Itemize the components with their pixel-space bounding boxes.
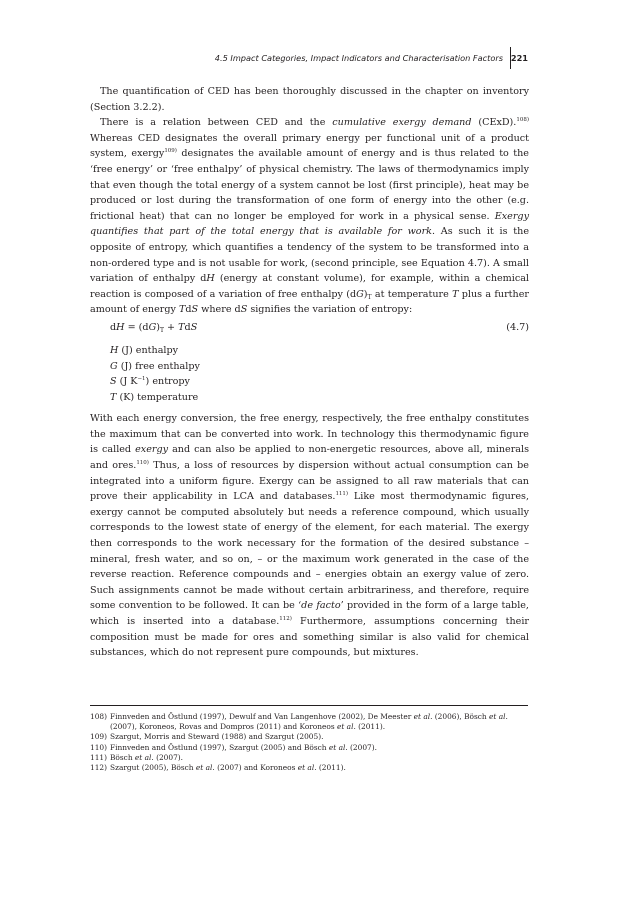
- emphasis-exergy: exergy: [135, 444, 169, 456]
- definition-item: G (J) free enthalpy: [110, 360, 200, 372]
- definition-item: H (J) enthalpy: [110, 344, 179, 356]
- footnote-112: 112) Szargut (2005), Bösch et al. (2007) and Koroneos et al. (2011).: [90, 763, 346, 773]
- footnote-ref-110: 110): [136, 460, 149, 467]
- footnote-number: 108): [90, 712, 107, 721]
- running-header: [90, 47, 528, 71]
- footnote-109: 109) Szargut, Morris and Steward (1988) and Szargut (2005).: [90, 732, 324, 742]
- running-header-title: 4.5 Impact Categories, Impact Indicators and Characterisation Factors: [214, 53, 503, 63]
- equation-number: (4.7): [506, 321, 529, 333]
- equation-4-7: [110, 320, 529, 340]
- page-number: 221: [510, 53, 528, 63]
- variable-definitions: [110, 343, 529, 405]
- footnote-ref-109: 109): [164, 148, 177, 155]
- footnote-number: 109): [90, 732, 107, 742]
- footnote-number: 111): [90, 752, 107, 762]
- emphasis-de-facto: de facto: [301, 600, 341, 612]
- footnote-number: 112): [90, 763, 107, 773]
- emphasis-cumulative-exergy-demand: cumulative exergy demand: [332, 117, 472, 129]
- footnote-108: 108) Finnveden and Östlund (1997), Dewulf and Van Langenhove (2002), De Meester et al. (2006), Bösch et al. (2007), Koroneos, Rovas and Dompros (2011) and Koroneos et al. (2011).: [90, 712, 508, 732]
- emphasis-exergy-definition: Exergy quantifies that part of the total energy that is available for work.: [90, 210, 529, 238]
- equation-expression: dH = $(dG)_T$ + TdS: [110, 321, 198, 334]
- paragraph-1: The quantification of CED has been thoroughly discussed in the chapter on inventory (Section 3.2.2).: [90, 86, 529, 113]
- definition-item: S (J $K^{-1}$) entropy: [110, 376, 190, 388]
- paragraph-2: There is a relation between CED and the cumulative exergy demand (CExD).$^{108)}$ Whereas CED designates the overall primary energy per functional unit of a product system, exergy$^{109)}$ designates the available amount of energy and is thus related to the ‘free energy’ or ‘free enthalpy’ of physical chemistry. The laws of thermodynamics imply that even though the total energy of a system cannot be lost (first principle), heat may be produced or lost during the transformation of one form of energy into the other (e.g. frictional heat) that can no longer be employed for work in a physical sense. Exergy quantifies that part of the total energy that is available for work. As such it is the opposite of entropy, which quantifies a tendency of the system to be transformed into a non-ordered type and is not usable for work, (second principle, see Equation 4.7). A small variation of enthalpy dH (energy at constant volume), for example, within a chemical reaction is composed of a variation of free enthalpy $(dG)_T$ at temperature T plus a further amount of energy TdS where dS signifies the variation of entropy:: [90, 117, 529, 316]
- footnote-number: 110): [90, 742, 107, 752]
- footnotes: [90, 712, 528, 773]
- paragraph-3: With each energy conversion, the free energy, respectively, the free enthalpy constitutes the maximum that can be converted into work. In technology this thermodynamic figure is called exergy and can also be applied to non-energetic resources, above all, minerals and ores.$^{110)}$ Thus, a loss of resources by dispersion without actual consumption can be integrated into a uniform figure. Exergy can be assigned to all raw materials that can prove their applicability in LCA and databases.$^{111)}$ Like most thermodynamic figures, exergy cannot be computed absolutely but needs a reference compound, which usually corresponds to the lowest state of energy of the element, for each material. The exergy then corresponds to the work necessary for the formation of the desired substance – mineral, fresh water, and so on, – or the maximum work generated in the case of the reverse reaction. Reference compounds and – energies obtain an exergy value of zero. Such assignments cannot be made without certain arbitrariness, and therefore, require some convention to be followed. It can be ‘de facto’ provided in the form of a large table, which is inserted into a database.$^{112)}$ Furthermore, assumptions concerning their composition must be made for ores and something similar is also valid for chemical substances, which do not represent pure compounds, but mixtures.: [90, 413, 530, 659]
- definition-item: T (K) temperature: [110, 391, 199, 403]
- footnote-111: 111) Bösch et al. (2007).: [90, 752, 184, 762]
- body-text: [90, 84, 529, 661]
- footnote-ref-108: 108): [516, 117, 529, 124]
- footnote-ref-112: 112): [279, 616, 292, 622]
- footnote-ref-111: 111): [335, 491, 349, 498]
- footnote-110: 110) Finnveden and Östlund (1997), Szargut (2005) and Bösch et al. (2007).: [90, 742, 377, 752]
- footnote-divider: [90, 705, 528, 706]
